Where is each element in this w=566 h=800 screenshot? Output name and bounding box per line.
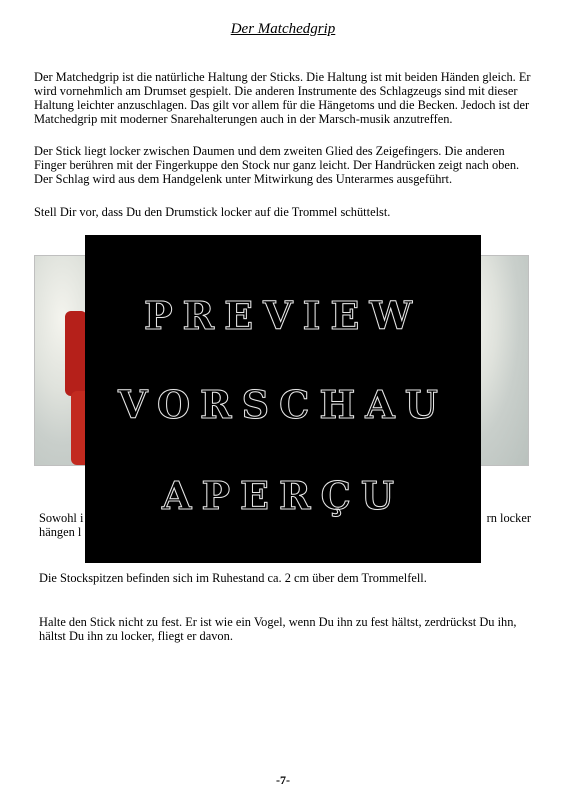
partial-text-line2: hängen l xyxy=(39,525,82,539)
paragraph-bird-analogy: Halte den Stick nicht zu fest. Er ist wie ein Vogel, wenn Du ihn zu fest hältst, zerdrückst Du ihn, hältst Du ihn zu locker, fliegt er davon. xyxy=(39,615,517,643)
watermark-preview: PREVIEW xyxy=(143,293,423,338)
paragraph-stick-tips: Die Stockspitzen befinden sich im Ruhestand ca. 2 cm über dem Trommelfell. xyxy=(39,571,427,585)
page-number: -7- xyxy=(276,773,290,787)
preview-watermark-overlay xyxy=(85,235,481,563)
partial-text-left: Sowohl i xyxy=(39,511,84,525)
watermark-vorschau: VORSCHAU xyxy=(118,382,448,427)
watermark-apercu: APERÇU xyxy=(162,473,404,518)
paragraph-stick-position: Der Stick liegt locker zwischen Daumen und dem zweiten Glied des Zeigefingers. Die anderen Finger berühren mit der Fingerkuppe den Stock nur ganz leicht. Der Handrücken zeigt nach oben. Der Schlag wird aus dem Handgelenk unter Mitwirkung des Unterarmes ausgeführt. xyxy=(34,144,520,186)
paragraph-imagine: Stell Dir vor, dass Du den Drumstick locker auf die Trommel schüttelst. xyxy=(34,205,391,219)
drummer-figure-shape xyxy=(65,311,87,396)
partial-text-right: rn locker xyxy=(486,511,531,525)
page-title: Der Matchedgrip xyxy=(230,21,336,37)
paragraph-intro: Der Matchedgrip ist die natürliche Haltung der Sticks. Die Haltung ist mit beiden Händen gleich. Er wird vornehmlich am Drumset gespielt. Die anderen Instrumente des Schlagzeugs sind mit dieser Haltung leichter anzuschlagen. Das gilt vor allem für die Hängetoms und die Becken. Jedoch ist der Matchedgrip mit moderner Snarehalterungen auch in der Marsch-musik anzutreffen. xyxy=(34,70,531,126)
